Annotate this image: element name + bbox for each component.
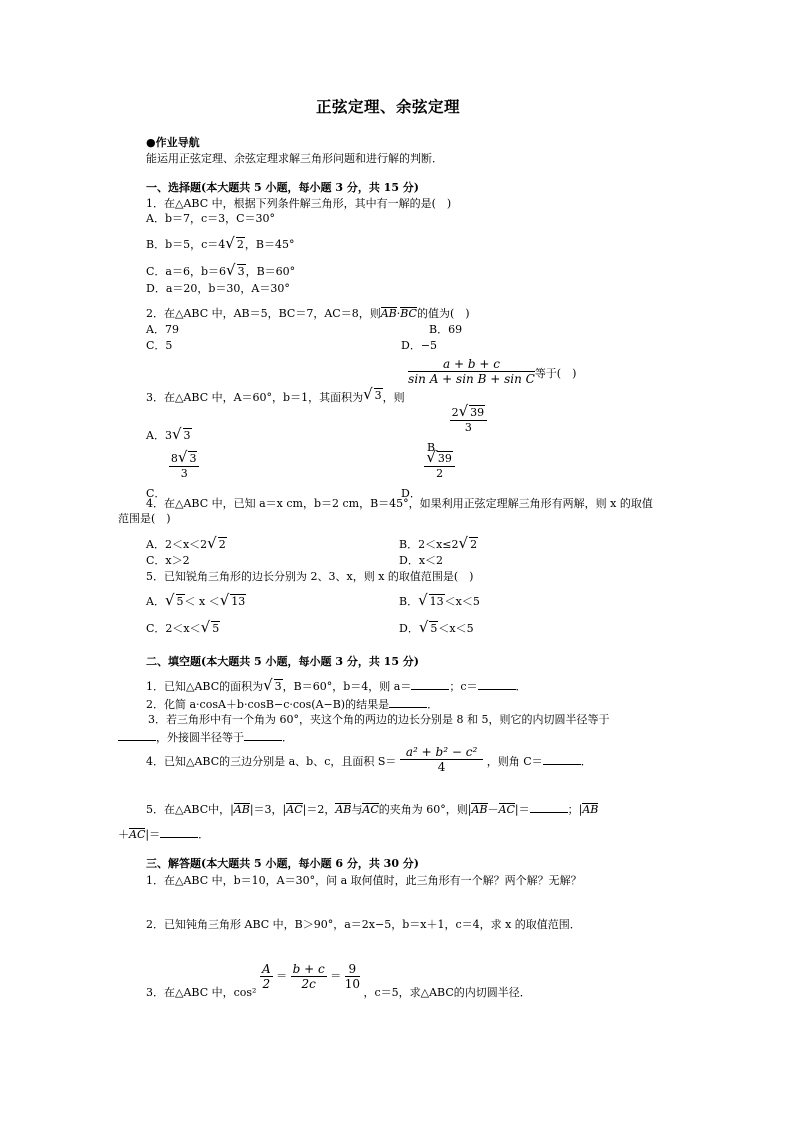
q2-option-a: A．79	[146, 323, 179, 336]
q1-option-d: D．a＝20，b＝30，A＝30°	[146, 282, 290, 295]
fill-3-line1: 3．若三角形中有一个角为 60°，夹这个角的两边的边长分别是 8 和 5，则它的内切圆半径等于	[148, 713, 610, 726]
answer-blank[interactable]	[244, 730, 282, 741]
q4-option-a: A．2＜x＜2√ 2	[146, 534, 226, 552]
q1-option-a: A．b＝7，c＝3，C＝30°	[146, 212, 276, 225]
q3-option-a: A．3√ 3	[146, 425, 191, 443]
guide-heading: ●作业导航	[146, 136, 200, 149]
answer-2: 2．已知钝角三角形 ABC 中，B＞90°，a＝2x−5，b＝x＋1，c＝4，求 x 的取值范围．	[146, 918, 581, 931]
q4-stem-line2: 范围是( )	[118, 512, 171, 525]
answer-blank[interactable]	[389, 697, 427, 708]
answer-blank[interactable]	[543, 754, 581, 765]
q2-option-b: B．69	[429, 323, 463, 336]
section-heading-choice: 一、选择题(本大题共 5 小题，每小题 3 分，共 15 分)	[146, 181, 420, 194]
q1-option-c: C．a＝6，b＝6√ 3，B＝60°	[146, 261, 296, 279]
fill-1: 1．已知△ABC的面积为√ 3，B＝60°，b＝4，则 a＝ ；c＝ ．	[146, 676, 527, 694]
vector-bc: BC	[400, 307, 417, 320]
answer-3: 3．在△ABC 中，cos² $\frac{A}{2}$ ＝ $\frac{b + c}{2c}$ ＝ $\frac{9}{10}$ ，c＝5，求△ABC的内切圆半径．	[146, 962, 531, 999]
answer-blank[interactable]	[118, 730, 156, 741]
q5-stem: 5．已知锐角三角形的边长分别为 2、3、x，则 x 的取值范围是( )	[146, 570, 474, 583]
q4-option-b: B．2＜x≤2√ 2	[399, 534, 478, 552]
q3-option-b: B． $\frac{2√ 39}{3}$	[427, 404, 487, 435]
answer-1: 1．在△ABC 中，b＝10，A＝30°，问 a 取何值时，此三角形有一个解？两个解？无解？	[146, 874, 582, 887]
q2-option-d: D．−5	[401, 339, 438, 352]
q3-stem: 3．在△ABC 中，A＝60°，b＝1，其面积为√ 3，则 $\frac{a + b + c}{\text{sin A + sin B + sin C}}$ 等于( )	[146, 357, 577, 404]
fill-5-line2: ＋AC|＝ ．	[118, 828, 210, 841]
q5-option-c: C．2＜x＜√ 5	[146, 618, 220, 636]
q3-fraction: $\frac{a + b + c}{\text{sin A + sin B + sin C}}$	[408, 357, 535, 386]
q1-stem: 1．在△ABC 中，根据下列条件解三角形，其中有一解的是( )	[146, 197, 452, 210]
q5-option-d: D．√ 5＜x＜5	[399, 618, 474, 636]
q5-option-a: A．√ 5＜ x ＜√ 13	[146, 591, 246, 609]
fill-2: 2．化简 a·cosA＋b·cosB−c·cos(A−B)的结果是 ．	[146, 698, 439, 711]
vector-ab: AB	[380, 307, 397, 320]
section-heading-fill: 二、填空题(本大题共 5 小题，每小题 3 分，共 15 分)	[146, 655, 420, 668]
q2-option-c: C．5	[146, 339, 173, 352]
answer-blank[interactable]	[160, 827, 198, 838]
answer-blank[interactable]	[478, 679, 516, 690]
q2-stem: 2．在△ABC 中，AB＝5，BC＝7，AC＝8，则AB·BC的值为( )	[146, 307, 470, 320]
fill-5-line1: 5．在△ABC中，|AB|＝3，|AC|＝2，AB与AC的夹角为 60°，则|AB－AC|＝ ；|AB	[146, 803, 599, 816]
q1-option-b: B．b＝5，c＝4√ 2，B＝45°	[146, 234, 295, 252]
q5-option-b: B．√ 13＜x＜5	[399, 591, 480, 609]
q4-option-d: D．x＜2	[399, 554, 444, 567]
fill-3-line2: ，外接圆半径等于 ．	[118, 730, 293, 744]
section-heading-answer: 三、解答题(本大题共 5 小题，每小题 6 分，共 30 分)	[146, 857, 420, 870]
page-title: 正弦定理、余弦定理	[316, 97, 461, 116]
q4-option-c: C．x＞2	[146, 554, 190, 567]
answer-blank[interactable]	[530, 802, 568, 813]
fill-4: 4．已知△ABC的三边分别是 a、b、c，且面积 S＝ $\frac{\text{a² + b² − c²}}{4}$ ，则角 C＝ ．	[146, 745, 592, 774]
answer-blank[interactable]	[411, 679, 449, 690]
q4-stem-line1: 4．在△ABC 中，已知 a＝x cm，b＝2 cm，B＝45°，如果利用正弦定理解三角形有两解，则 x 的取值	[146, 497, 653, 510]
fill-4-fraction: $\frac{\text{a² + b² − c²}}{4}$	[400, 745, 483, 774]
q3-option-d: D． $\frac{√ 39}{2}$	[401, 450, 455, 481]
guide-text: 能运用正弦定理、余弦定理求解三角形问题和进行解的判断．	[146, 152, 443, 165]
q3-option-c: C． $\frac{8√ 3}{3}$	[146, 450, 199, 481]
